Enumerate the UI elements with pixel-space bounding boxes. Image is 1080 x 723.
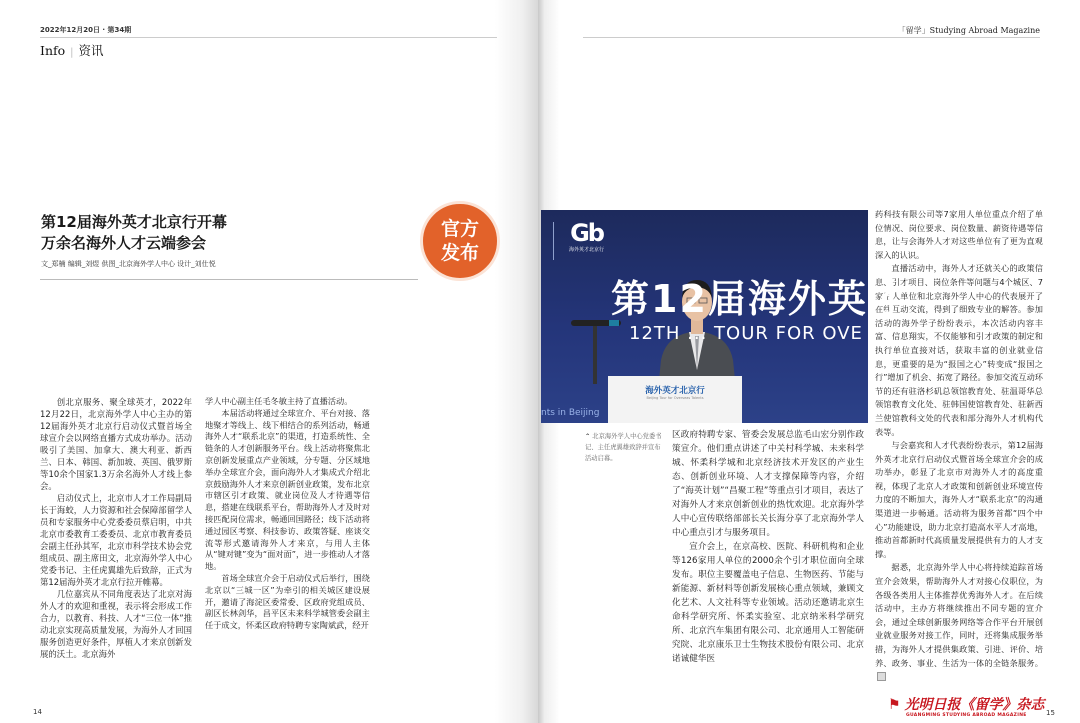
event-photo bbox=[541, 210, 908, 423]
logo-mark: Gb bbox=[570, 219, 603, 247]
section-label bbox=[40, 41, 104, 59]
badge-line-2: 发布 bbox=[440, 242, 479, 264]
caption-arrow-icon: ⌃ bbox=[585, 433, 591, 440]
article-title bbox=[41, 212, 227, 254]
podium-text: 海外英才北京行 bbox=[645, 386, 705, 396]
article-column-3 bbox=[672, 428, 864, 666]
banner-subtitle: 12TH ... TOUR FOR OVE bbox=[629, 323, 863, 344]
paragraph: 与会嘉宾和人才代表纷纷表示，第12届海外英才北京行启动仪式暨首场全球宣介会的成功举办，彰显了北京市对海外人才的高度重视，体现了北京人才政策和创新创业环境宣传力度的不断加大，海外人才“联系北京”的沟通渠道进一步畅通。活动将为服务首都“四个中心”功能建设，助力北京打造高水平人才高地，推动首都新时代高质量发展提供有力的人才支撑。 bbox=[875, 440, 1043, 559]
paragraph: 本届活动将通过全球宣介、平台对接、落地聚才等线上、线下相结合的系列活动，畅通海外人才“联系北京”的渠道，打造系统性、全链条的人才创新服务平台。线上活动将聚焦北京创新发展重点产业领域，分专题、分区域地举办全球宣介会，面向海外人才集成式介绍北京鼓励海外人才来京创新创业政策，发布北京市辖区引才政策、就业岗位及人才待遇等信息，搭建在线联系平台，帮助海外人才及时对接匹配岗位需求，畅通回国路径；线下活动将通过园区考察、科技参访、政策答疑、座谈交流等形式邀请海外人才来京，与用人主体从“键对键”变为“面对面”，进一步推动人才落地。 bbox=[205, 407, 370, 572]
paragraph: 学人中心副主任毛冬敏主持了直播活动。 bbox=[205, 396, 353, 406]
caption-text: 北京海外学人中心党委书记、主任虎翼雄致辞并宣布活动启幕。 bbox=[585, 433, 662, 462]
header-divider bbox=[583, 37, 1040, 38]
banner-bottom-text: nts in Beijing bbox=[541, 408, 600, 418]
article-column-2 bbox=[205, 396, 370, 632]
logo-emblem-icon: ⚑ bbox=[888, 697, 901, 713]
page-number-right: 15 bbox=[1046, 709, 1055, 717]
banner-title: 第12届海外英才 bbox=[611, 277, 908, 321]
title-line-2: 万余名海外人才云端参会 bbox=[41, 234, 207, 252]
podium bbox=[608, 376, 742, 423]
magazine-brand: 「留学」Studying Abroad Magazine bbox=[897, 26, 1040, 35]
photo-caption bbox=[585, 431, 665, 464]
article-column-1 bbox=[40, 396, 192, 660]
paragraph: 首场全球宣介会于启动仪式后举行，围绕北京以“三城一区”为牵引的相关城区建设展开，邀请了海淀区委常委、区政府党组成员、副区长林剑华，昌平区未来科学城管委会副主任于成文，怀柔区政府特聘专家陶斌武，经开 bbox=[205, 572, 370, 631]
title-line-1: 第12届海外英才北京行开幕 bbox=[41, 213, 227, 231]
left-page bbox=[0, 0, 538, 723]
byline: 文_郑楠 编辑_刘煜 供图_北京海外学人中心 设计_刘仕悦 bbox=[41, 260, 216, 268]
logo-en: GUANGMING STUDYING ABROAD MAGAZINE bbox=[906, 713, 1027, 718]
paragraph: 几位嘉宾从不同角度表达了北京对海外人才的欢迎和重视，表示将会形成工作合力，以教育、科技、人才“三位一体”推动北京实现高质量发展，为海外人才回国服务创造更好条件，厚植人才来京创新发展的沃土。北京海外 bbox=[40, 589, 192, 659]
official-release-badge bbox=[420, 201, 500, 281]
paragraph bbox=[875, 561, 1043, 683]
event-logo bbox=[569, 220, 604, 253]
paragraph: 直播活动中，海外人才还就关心的政策信息、引才项目、岗位条件等问题与4个城区、7家用人单位和北京海外学人中心的代表展开了在线互动交流，得到了细致专业的解答。参加活动的海外学子纷纷表示，本次活动内容丰富、信息翔实，不仅能够和引才政策的制定和执行单位直接对话，获取丰富的创业就业信息，更重要的是为“报国之心”转变成“报国之行”增加了机会、拓宽了路径。参加交流互动环节的还有驻洛杉矶总领馆教育处、驻温哥华总领馆教育文化处、驻韩国使馆教育处、驻新西兰使馆教科文处的代表和部分海外人才机构代表等。 bbox=[875, 263, 1043, 437]
section-en: Info bbox=[40, 43, 66, 58]
section-separator: | bbox=[70, 47, 74, 58]
paragraph: 启动仪式上，北京市人才工作局副局长于海蛟，人力资源和社会保障部留学人员和专家服务中心党委委员蔡启明，中共北京市委教育工委委员、北京市教育委员会副主任孙其军，北京市科学技术协会党组成员、副主席田文，北京海外学人中心党委书记、主任虎翼雄先后致辞，正式为第12届海外英才北京行拉开帷幕。 bbox=[40, 493, 192, 587]
paragraph: 宣介会上，在京高校、医院、科研机构和企业等126家用人单位的2000余个引才职位面向全球发布。职位主要覆盖电子信息、生物医药、节能与新能源、新材料等创新发展核心重点领域，兼顾文化艺术、人文社科等专业领域。活动还邀请北京生命科学研究所、怀柔实验室、北京纳米科学研究所、北京汽车集团有限公司、北京通用人工智能研究院、北京康乐卫士生物技术股份有限公司、北京诺诚健华医 bbox=[672, 542, 864, 664]
title-divider bbox=[40, 279, 418, 280]
section-cn: 资讯 bbox=[78, 43, 104, 58]
logo-cn bbox=[888, 697, 1045, 713]
podium-subtext: Beijing Tour for Overseas Talents bbox=[646, 396, 704, 400]
magazine-logo bbox=[888, 697, 1045, 719]
end-mark-icon bbox=[877, 672, 886, 681]
paragraph-text: 据悉，北京海外学人中心将持续追踪首场宣介会效果，帮助海外人才对接心仪职位，为各级各类用人主体推荐优秀海外人才。在后续活动中，主办方将继续推出不同专题的宣介会，通过全球创新服务网络等合作平台开展创业就业服务对接工作，同时，还将集成服务举措，为海外人才提供集政策、引进、评价、培养、政务、事业、生活为一体的全链条服务。 bbox=[875, 562, 1043, 668]
header-divider bbox=[40, 37, 497, 38]
paragraph: 创北京服务、聚全球英才，2022年12月22日，北京海外学人中心主办的第12届海外英才北京行启动仪式暨首场全球宣介会以网络直播方式成功举办。活动吸引了美国、加拿大、澳大利亚、新西兰、日本、韩国、新加坡、英国、俄罗斯等10余个国家1.3万余名海外人才线上参会。 bbox=[40, 397, 192, 491]
issue-date: 2022年12月20日 · 第34期 bbox=[40, 26, 132, 34]
logo-divider bbox=[553, 222, 554, 260]
logo-cn-text: 光明日报《留学》杂志 bbox=[904, 697, 1045, 713]
paragraph: 区政府特聘专家、管委会发展总监毛山宏分别作政策宣介。他们重点讲述了中关村科学城、未来科学城、怀柔科学城和北京经济技术开发区的产业生态、创新创业环境、人才支撑保障等内容，介绍了“海英计划”“昌聚工程”等重点引才项目，表达了对海外人才来京创新创业的热忱欢迎。北京海外学人中心宣传联络部部长关长海分享了北京海外学人中心重点引才与服务项目。 bbox=[672, 430, 864, 538]
paragraph: 药科技有限公司等7家用人单位重点介绍了单位情况、岗位要求、岗位数量、薪资待遇等信息，让与会海外人才对这些单位有了更为直观深入的认识。 bbox=[875, 209, 1043, 260]
right-page bbox=[538, 0, 1080, 723]
badge-line-1: 官方 bbox=[440, 218, 479, 240]
logo-text: 海外英才北京行 bbox=[569, 247, 605, 253]
page-number-left: 14 bbox=[33, 708, 42, 716]
